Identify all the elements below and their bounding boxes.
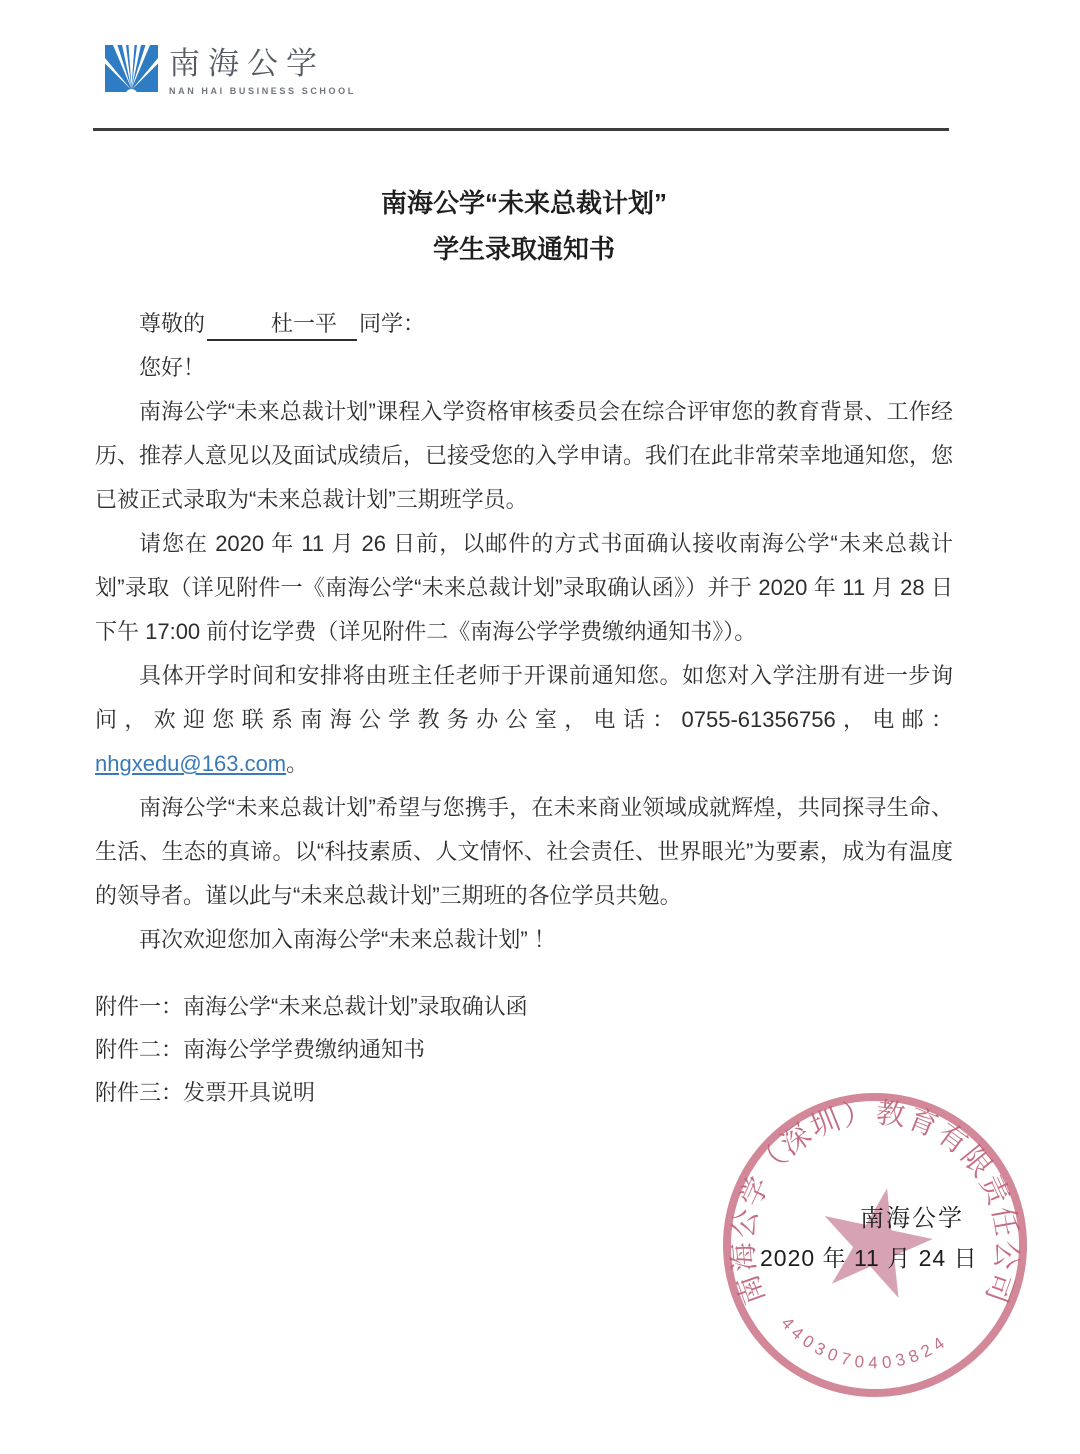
paragraph-vision: 南海公学“未来总裁计划”希望与您携手，在未来商业领域成就辉煌，共同探寻生命、生活、生态的真谛。以“科技素质、人文情怀、社会责任、世界眼光”为要素，成为有温度的领导者。谨以此与“未来总裁计划”三期班的各位学员共勉。	[95, 795, 953, 908]
greeting-line: 您好！	[139, 355, 206, 380]
salutation-prefix: 尊敬的	[139, 311, 206, 336]
salutation-line	[95, 302, 953, 346]
letter-title	[95, 180, 953, 272]
logo-name-en: NAN HAI BUSINESS SCHOOL	[169, 86, 356, 96]
attachment-item-2: 附件二：南海公学学费缴纳通知书	[95, 1037, 426, 1062]
paragraph-admission: 南海公学“未来总裁计划”课程入学资格审核委员会在综合评审您的教育背景、工作经历、推荐人意见以及面试成绩后，已接受您的入学申请。我们在此非常荣幸地通知您，您已被正式录取为“未来总裁计划”三期班学员。	[95, 399, 954, 512]
title-line-2: 学生录取通知书	[432, 234, 615, 264]
email-link[interactable]: nhgxedu@163.com	[95, 751, 287, 776]
sunburst-logo-icon	[105, 45, 158, 92]
salutation-suffix: 同学：	[359, 311, 426, 336]
signature-organization: 南海公学	[860, 1205, 964, 1232]
header-divider	[93, 128, 949, 131]
logo-name-cn: 南海公学	[169, 46, 325, 81]
title-line-1: 南海公学“未来总裁计划”	[380, 188, 667, 218]
contact-text-before: 具体开学时间和安排将由班主任老师于开课前通知您。如您对入学注册有进一步询问，欢迎您联系南海公学教务办公室，电话：0755-61356756，电邮：	[95, 663, 953, 732]
student-name: 杜一平	[207, 309, 357, 341]
letter-body	[95, 302, 953, 962]
seal-serial-number: 4403070403824	[777, 1313, 952, 1373]
attachment-item-1: 附件一：南海公学“未来总裁计划”录取确认函	[95, 994, 528, 1019]
paragraph-contact	[95, 654, 953, 786]
paragraph-welcome: 再次欢迎您加入南海公学“未来总裁计划” ！	[139, 927, 556, 952]
seal-ring-text: 南海公学（深圳）教育有限责任公司	[727, 1097, 1023, 1309]
school-logo	[105, 45, 356, 96]
paragraph-confirmation-deadline: 请您在 2020 年 11 月 26 日前，以邮件的方式书面确认接收南海公学“未来总裁计划”录取（详见附件一《南海公学“未来总裁计划”录取确认函》）并于 2020 年 11 月 28 日下午 17:00 前付讫学费（详见附件二《南海公学学费缴纳通知书》）。	[95, 531, 953, 644]
contact-text-after: 。	[286, 751, 309, 776]
logo-wordmark	[169, 45, 356, 96]
attachment-list	[95, 985, 528, 1114]
signature-date: 2020 年 11 月 24 日	[760, 1245, 978, 1271]
attachment-item-3: 附件三：发票开具说明	[95, 1080, 316, 1105]
